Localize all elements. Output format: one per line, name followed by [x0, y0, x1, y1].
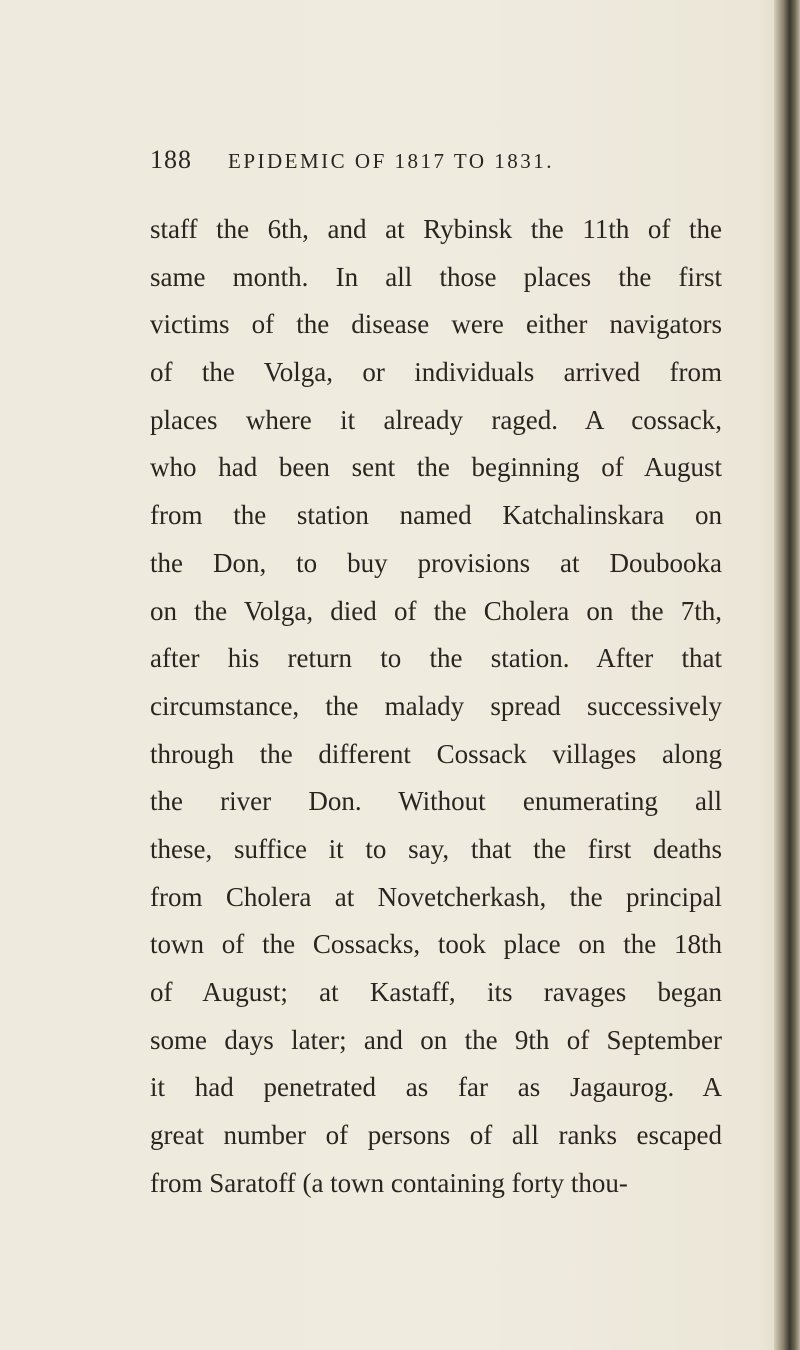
- text-line: places where it already raged. A cossack,: [150, 404, 722, 435]
- text-line: from Saratoff (a town containing forty thou-: [150, 1167, 628, 1198]
- text-line: who had been sent the beginning of August: [150, 452, 722, 483]
- text-line: after his return to the station. After that: [150, 643, 722, 674]
- page-number: 188: [150, 145, 192, 174]
- text-line: circumstance, the malady spread successively: [150, 690, 722, 721]
- text-line: same month. In all those places the first: [150, 261, 722, 292]
- text-line: town of the Cossacks, took place on the 18th: [150, 929, 722, 960]
- text-line: through the different Cossack villages along: [150, 738, 722, 769]
- text-line: on the Volga, died of the Cholera on the 7th,: [150, 595, 722, 626]
- page-binding-edge: [774, 0, 800, 1350]
- running-title: EPIDEMIC OF 1817 TO 1831.: [228, 149, 554, 173]
- running-head: [150, 145, 554, 185]
- text-line: the river Don. Without enumerating all: [150, 786, 722, 817]
- text-line: of August; at Kastaff, its ravages began: [150, 977, 722, 1007]
- text-line: great number of persons of all ranks escaped: [150, 1120, 722, 1151]
- text-line: these, suffice it to say, that the first deaths: [150, 833, 722, 864]
- text-line: from Cholera at Novetcherkash, the principal: [150, 881, 722, 912]
- text-line: of the Volga, or individuals arrived from: [150, 357, 722, 388]
- text-line: from the station named Katchalinskara on: [150, 500, 722, 531]
- text-line: it had penetrated as far as Jagaurog. A: [150, 1072, 722, 1103]
- text-line: victims of the disease were either navigators: [150, 309, 722, 340]
- text-line: the Don, to buy provisions at Doubooka: [150, 547, 722, 578]
- text-line: some days later; and on the 9th of September: [150, 1024, 722, 1055]
- body-text: [150, 206, 722, 1207]
- text-line: staff the 6th, and at Rybinsk the 11th of the: [150, 214, 722, 244]
